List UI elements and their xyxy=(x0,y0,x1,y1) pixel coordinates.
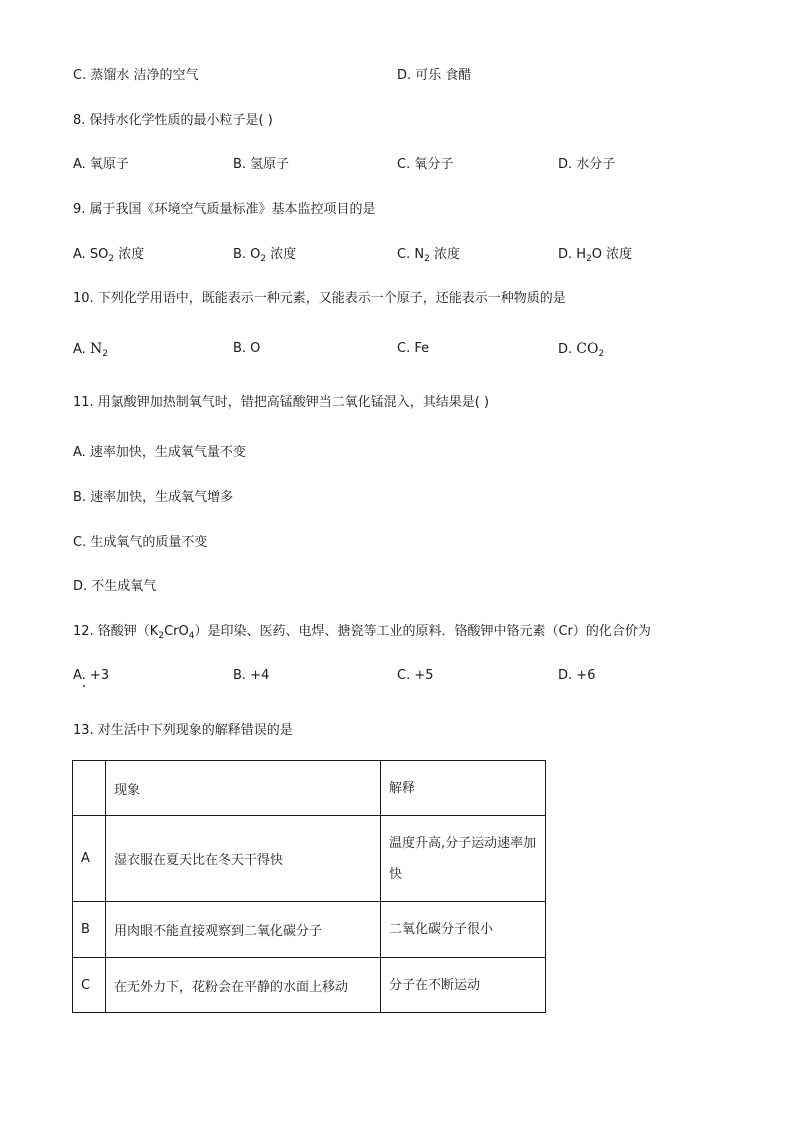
q13-stem: 13. 对生活中下列现象的解释错误的是 xyxy=(73,723,293,738)
q9-option-b: B. $O_2$ 浓度 xyxy=(233,247,297,264)
q10-option-d: D. $CO_2$ xyxy=(558,341,605,359)
row-key-cell: A xyxy=(73,816,106,902)
table-row xyxy=(73,816,546,902)
q8-option-c: C. 氧分子 xyxy=(397,157,454,172)
q9-option-c: C. $N_2$ 浓度 xyxy=(397,247,460,264)
row-explanation-cell: 二氧化碳分子很小 xyxy=(381,902,546,958)
table-header-row xyxy=(73,761,546,816)
row-explanation-cell: 分子在不断运动 xyxy=(381,958,546,1013)
header-key-cell xyxy=(73,761,106,816)
q12-option-a: A. +3 xyxy=(73,668,110,683)
row-key-cell: C xyxy=(73,958,106,1013)
q11-stem: 11. 用氯酸钾加热制氧气时，错把高锰酸钾当二氧化锰混入，其结果是( ) xyxy=(73,395,490,410)
q9-option-a: A. $SO_2$ 浓度 xyxy=(73,247,145,264)
q8-stem: 8. 保持水化学性质的最小粒子是( ) xyxy=(73,113,273,128)
q9-stem: 9. 属于我国《环境空气质量标准》基本监控项目的是 xyxy=(73,202,376,217)
row-phenomenon-cell: 用肉眼不能直接观察到二氧化碳分子 xyxy=(106,902,381,958)
q7-option-c: C. 蒸馏水 洁净的空气 xyxy=(73,68,199,83)
header-explanation-cell: 解释 xyxy=(381,761,546,816)
q11-option-d: D. 不生成氧气 xyxy=(73,579,157,594)
q13-table xyxy=(72,760,546,1013)
q12-option-c: C. +5 xyxy=(397,668,434,683)
q11-option-a: A. 速率加快，生成氧气量不变 xyxy=(73,445,246,460)
q11-option-b: B. 速率加快，生成氧气增多 xyxy=(73,490,234,505)
q8-option-d: D. 水分子 xyxy=(558,157,616,172)
row-explanation-cell: 温度升高,分子运动速率加快 xyxy=(381,816,546,902)
q12-option-d: D. +6 xyxy=(558,668,596,683)
q8-option-a: A. 氧原子 xyxy=(73,157,129,172)
row-key-cell: B xyxy=(73,902,106,958)
q10-option-c: C. Fe xyxy=(397,341,430,356)
header-phenomenon-cell: 现象 xyxy=(106,761,381,816)
table-row xyxy=(73,958,546,1013)
q10-option-b: B. O xyxy=(233,341,261,356)
row-phenomenon-cell: 在无外力下，花粉会在平静的水面上移动 xyxy=(106,958,381,1013)
q11-option-c: C. 生成氧气的质量不变 xyxy=(73,535,208,550)
stray-dot-mark xyxy=(83,685,85,687)
q12-option-b: B. +4 xyxy=(233,668,270,683)
q9-option-d: D. $H_2O$ 浓度 xyxy=(558,247,633,264)
q7-option-d: D. 可乐 食醋 xyxy=(397,68,472,83)
q10-stem: 10. 下列化学用语中，既能表示一种元素，又能表示一个原子，还能表示一种物质的是 xyxy=(73,291,566,306)
q8-option-b: B. 氢原子 xyxy=(233,157,290,172)
table-row xyxy=(73,902,546,958)
q12-stem: 12. 铬酸钾$(K_2CrO_4)$是印染、医药、电焊、搪瓷等工业的原料．铬酸钾中铬元素（Cr）的化合价为 xyxy=(73,624,651,641)
q10-option-a: A. $N_2$ xyxy=(73,341,108,359)
row-phenomenon-cell: 湿衣服在夏天比在冬天干得快 xyxy=(106,816,381,902)
